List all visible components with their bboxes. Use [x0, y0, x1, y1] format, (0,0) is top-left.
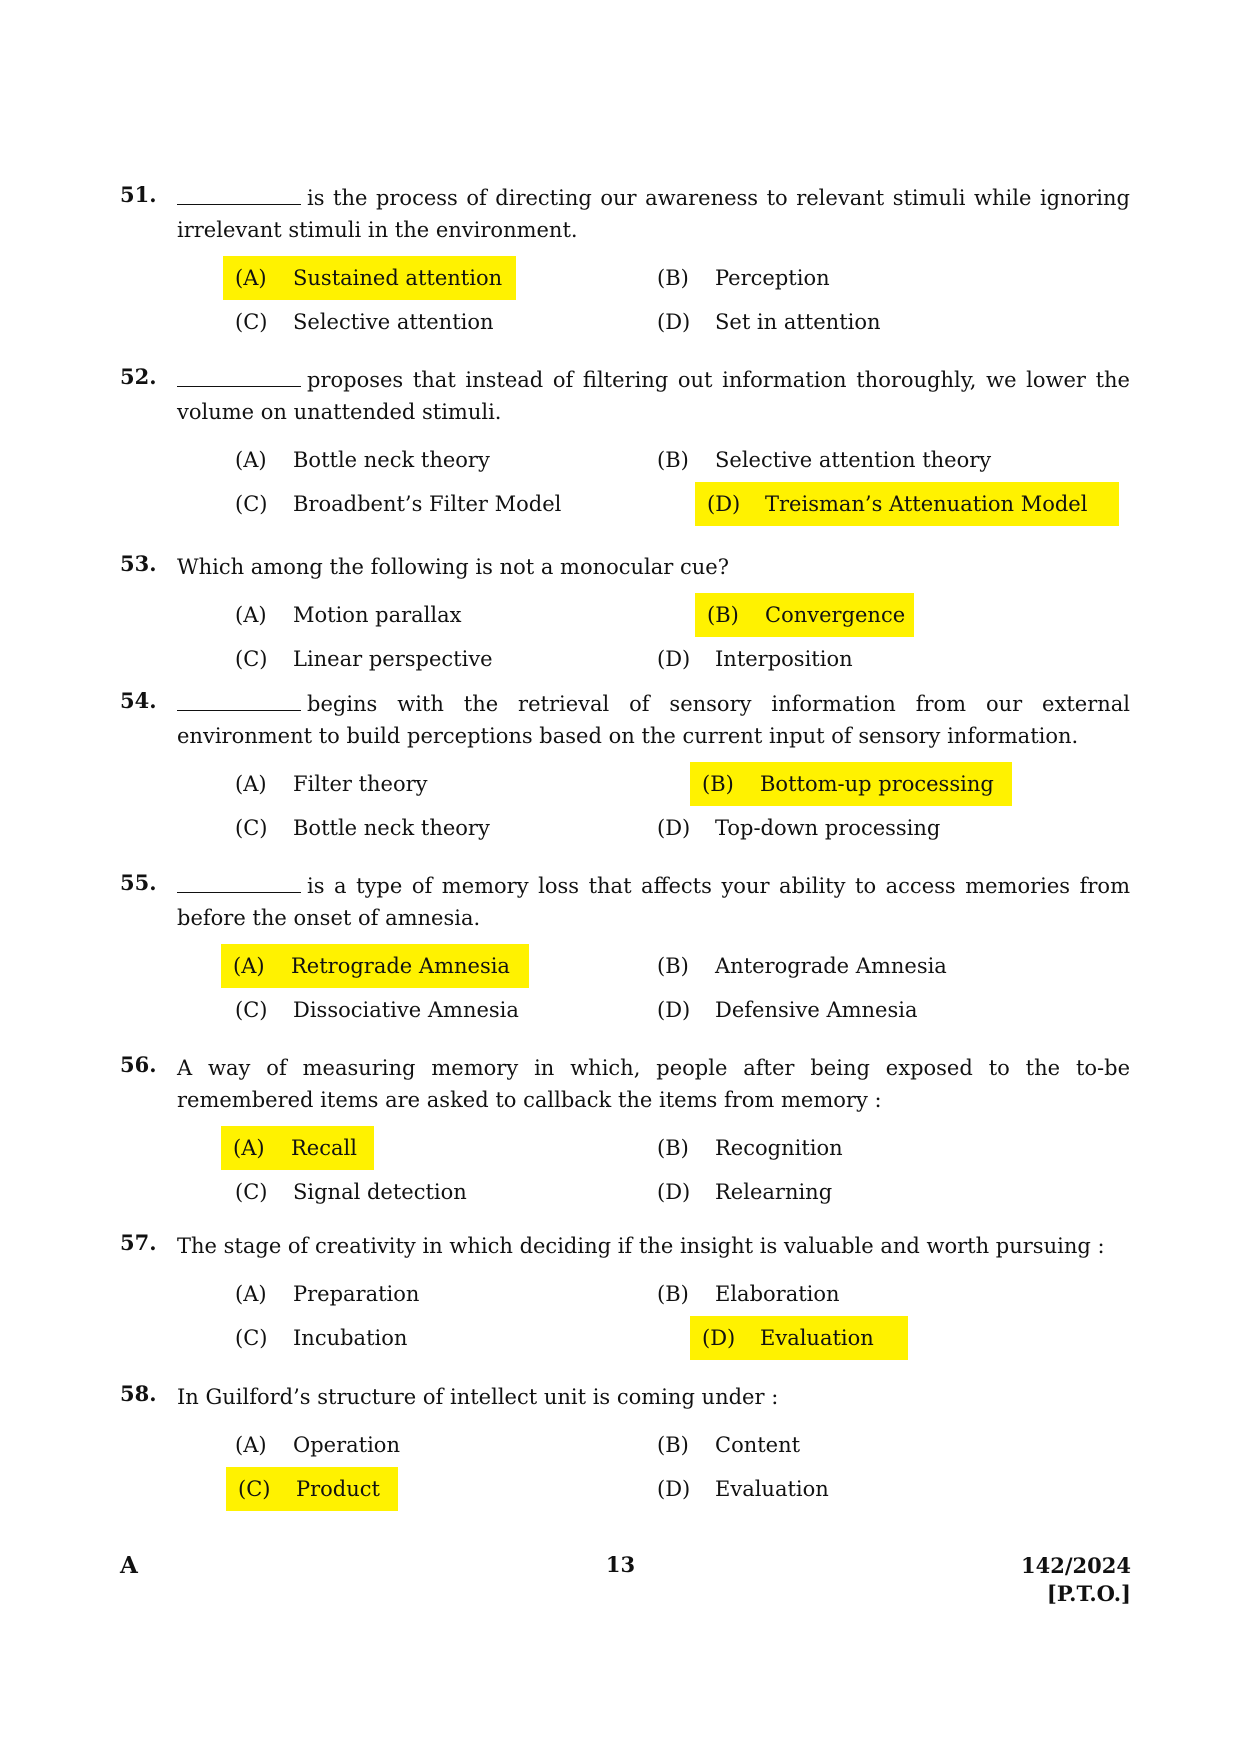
question-58	[120, 1381, 1130, 1513]
question-text: The stage of creativity in which deciding if the insight is valuable and worth pursuing :	[177, 1234, 1105, 1258]
please-turn-over: [P.T.O.]	[1046, 1581, 1131, 1606]
option-c: (C) Bottle neck theory	[235, 816, 490, 840]
options	[120, 1423, 1130, 1513]
option-b: (B) Perception	[657, 266, 830, 290]
option-d: (D) Treisman’s Attenuation Model	[695, 482, 1119, 526]
answer-blank	[177, 692, 301, 711]
question-number: 55.	[120, 870, 157, 895]
answer-blank	[177, 186, 301, 205]
question-text: begins with the retrieval of sensory information from our external environment to build perceptions based on the current input of sensory information.	[177, 692, 1130, 748]
option-a: (A) Filter theory	[235, 772, 428, 796]
option-d: (D) Relearning	[657, 1180, 833, 1204]
question-55	[120, 870, 1130, 1034]
answer-blank	[177, 368, 301, 387]
question-text: A way of measuring memory in which, people after being exposed to the to-be remembered items are asked to callback the items from memory :	[177, 1056, 1130, 1112]
option-c: (C) Linear perspective	[235, 647, 493, 671]
option-a: (A) Sustained attention	[223, 256, 516, 300]
question-text: Which among the following is not a monocular cue?	[177, 555, 729, 579]
options	[120, 1126, 1130, 1216]
option-c: (C) Selective attention	[235, 310, 494, 334]
question-text: is a type of memory loss that affects your ability to access memories from before the onset of amnesia.	[177, 874, 1130, 930]
option-d: (D) Set in attention	[657, 310, 881, 334]
option-c: (C) Product	[226, 1467, 398, 1511]
answer-blank	[177, 874, 301, 893]
question-text: is the process of directing our awareness to relevant stimuli while ignoring irrelevant stimuli in the environment.	[177, 186, 1130, 242]
option-a: (A) Retrograde Amnesia	[221, 944, 529, 988]
option-a: (A) Motion parallax	[235, 603, 462, 627]
option-a: (A) Preparation	[235, 1282, 420, 1306]
question-number: 57.	[120, 1230, 157, 1255]
page-number: 13	[605, 1552, 636, 1577]
option-b: (B) Recognition	[657, 1136, 843, 1160]
option-b: (B) Selective attention theory	[657, 448, 992, 472]
options	[120, 593, 1130, 683]
question-51	[120, 182, 1130, 346]
options	[120, 1272, 1130, 1362]
options	[120, 762, 1130, 852]
question-number: 54.	[120, 688, 157, 713]
option-a: (A) Bottle neck theory	[235, 448, 490, 472]
option-c: (C) Dissociative Amnesia	[235, 998, 519, 1022]
option-c: (C) Signal detection	[235, 1180, 467, 1204]
options	[120, 944, 1130, 1034]
option-b: (B) Convergence	[695, 593, 914, 637]
question-text: In Guilford’s structure of intellect unit is coming under :	[177, 1385, 779, 1409]
question-number: 52.	[120, 364, 157, 389]
option-b: (B) Anterograde Amnesia	[657, 954, 947, 978]
option-d: (D) Evaluation	[690, 1316, 908, 1360]
options	[120, 256, 1130, 346]
option-d: (D) Defensive Amnesia	[657, 998, 918, 1022]
series-code: A	[120, 1552, 138, 1579]
option-d: (D) Evaluation	[657, 1477, 829, 1501]
option-b: (B) Elaboration	[657, 1282, 840, 1306]
paper-code-block	[1021, 1552, 1131, 1608]
option-c: (C) Incubation	[235, 1326, 408, 1350]
options	[120, 438, 1130, 528]
option-a: (A) Recall	[221, 1126, 374, 1170]
question-number: 56.	[120, 1052, 157, 1077]
question-52	[120, 364, 1130, 528]
option-b: (B) Bottom-up processing	[690, 762, 1012, 806]
question-54	[120, 688, 1130, 852]
question-number: 51.	[120, 182, 157, 207]
option-a: (A) Operation	[235, 1433, 400, 1457]
question-number: 58.	[120, 1381, 157, 1406]
option-d: (D) Interposition	[657, 647, 853, 671]
question-number: 53.	[120, 551, 157, 576]
option-d: (D) Top-down processing	[657, 816, 941, 840]
question-56	[120, 1052, 1130, 1216]
question-text: proposes that instead of filtering out information thoroughly, we lower the volume on unattended stimuli.	[177, 368, 1130, 424]
question-53	[120, 551, 1130, 683]
option-b: (B) Content	[657, 1433, 801, 1457]
paper-code: 142/2024	[1021, 1553, 1131, 1578]
option-c: (C) Broadbent’s Filter Model	[235, 492, 562, 516]
question-57	[120, 1230, 1130, 1362]
